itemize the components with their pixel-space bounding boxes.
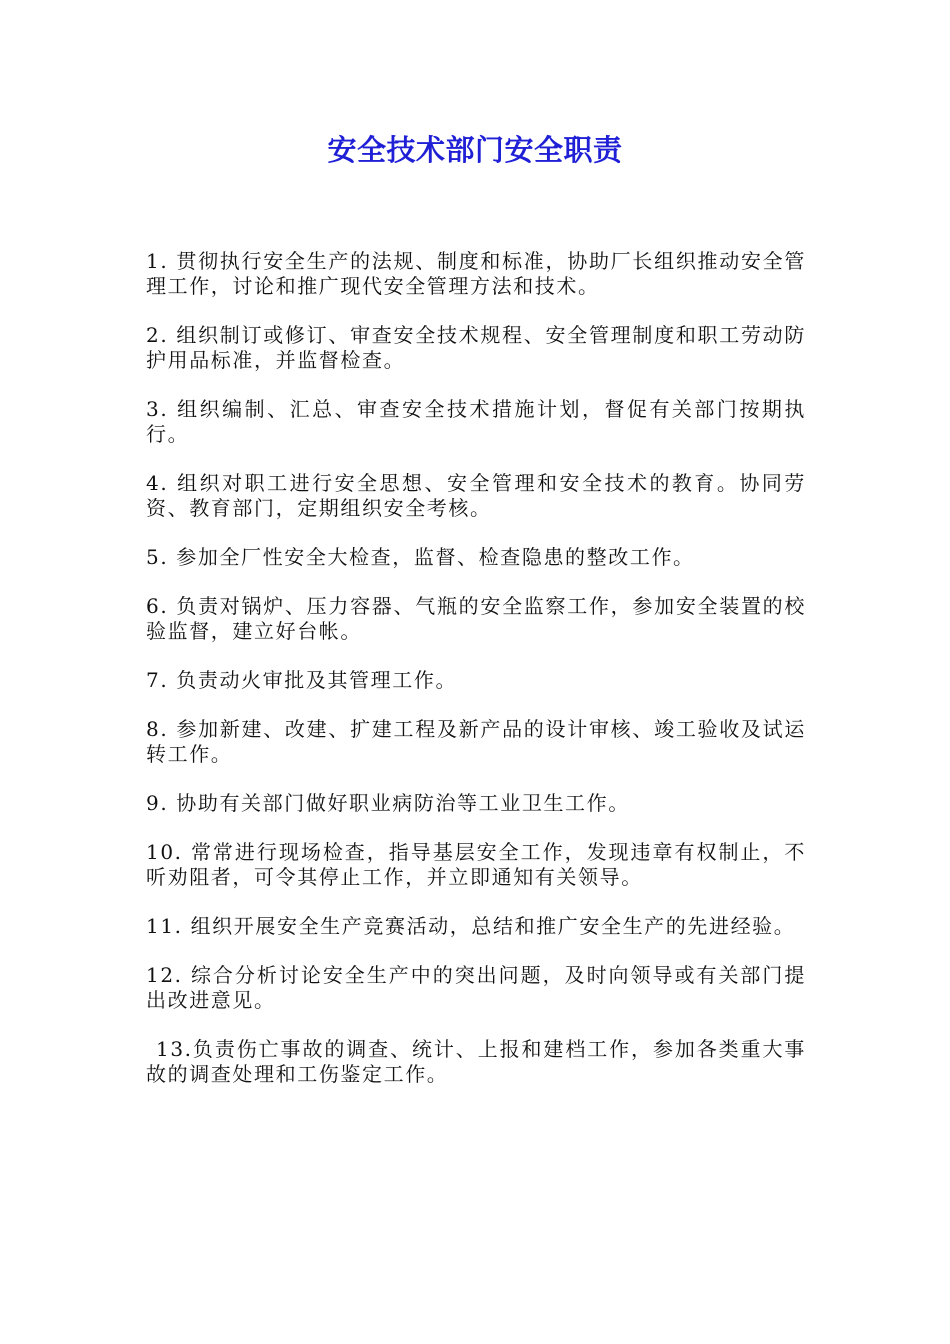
responsibility-list [146, 249, 806, 1111]
list-item: 10. 常常进行现场检查，指导基层安全工作，发现违章有权制止，不听劝阻者，可令其停止工作，并立即通知有关领导。 [146, 840, 806, 889]
list-item: 12. 综合分析讨论安全生产中的突出问题，及时向领导或有关部门提出改进意见。 [146, 963, 806, 1012]
list-item: 11. 组织开展安全生产竞赛活动，总结和推广安全生产的先进经验。 [146, 914, 796, 938]
list-item: 1. 贯彻执行安全生产的法规、制度和标准，协助厂长组织推动安全管理工作，讨论和推广现代安全管理方法和技术。 [146, 249, 806, 298]
list-item: 5. 参加全厂性安全大检查，监督、检查隐患的整改工作。 [146, 545, 695, 569]
list-item: 9. 协助有关部门做好职业病防治等工业卫生工作。 [146, 791, 630, 815]
list-item: 13.负责伤亡事故的调查、统计、上报和建档工作，参加各类重大事故的调查处理和工伤鉴定工作。 [146, 1037, 806, 1086]
list-item: 3. 组织编制、汇总、审查安全技术措施计划，督促有关部门按期执行。 [146, 397, 806, 446]
list-item: 7. 负责动火审批及其管理工作。 [146, 668, 458, 692]
list-item: 8. 参加新建、改建、扩建工程及新产品的设计审核、竣工验收及试运转工作。 [146, 717, 806, 766]
list-item: 4. 组织对职工进行安全思想、安全管理和安全技术的教育。协同劳资、教育部门，定期组织安全考核。 [146, 471, 806, 520]
document-title: 安全技术部门安全职责 [327, 133, 623, 167]
list-item: 2. 组织制订或修订、审查安全技术规程、安全管理制度和职工劳动防护用品标准，并监督检查。 [146, 323, 806, 372]
list-item: 6. 负责对锅炉、压力容器、气瓶的安全监察工作，参加安全装置的校验监督，建立好台帐。 [146, 594, 806, 643]
